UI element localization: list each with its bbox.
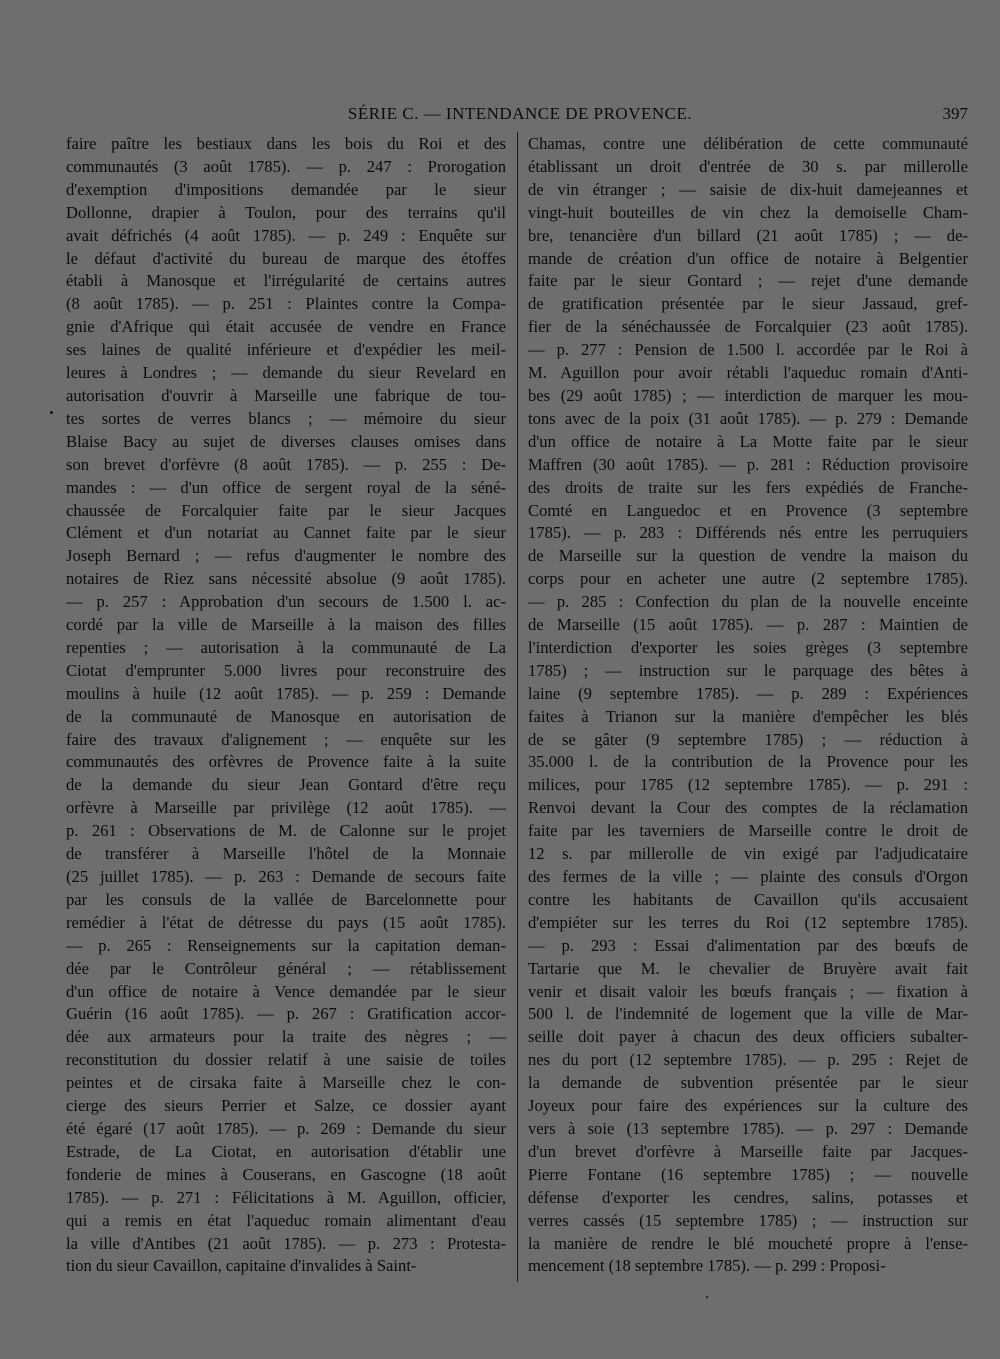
text-line: Ciotat d'emprunter 5.000 livres pour reconstruire des bbox=[66, 660, 506, 680]
text-line: repenties ; — autorisation à la communauté de La bbox=[66, 637, 506, 657]
text-line: Dollonne, drapier à Toulon, pour des terrains qu'il bbox=[66, 202, 506, 222]
text-line: orfèvre à Marseille par privilège (12 août 1785). — bbox=[66, 798, 506, 818]
text-line: nes du port (12 septembre 1785). — p. 295 : Rejet de bbox=[528, 1050, 968, 1070]
text-line: corps pour en acheter une autre (2 septembre 1785). bbox=[528, 569, 968, 589]
text-line: Blaise Bacy au sujet de diverses clauses omises dans bbox=[66, 431, 506, 451]
text-line: gnie d'Afrique qui était accusée de vendre en France bbox=[66, 317, 506, 337]
text-line: établissant un droit d'entrée de 30 s. par millerolle bbox=[528, 156, 968, 176]
text-line: — p. 265 : Renseignements sur la capitation deman- bbox=[66, 935, 506, 955]
text-line: fier de la sénéchaussée de Forcalquier (23 août 1785). bbox=[528, 317, 968, 337]
text-line: contre les habitants de Cavaillon qu'ils accusaient bbox=[528, 889, 968, 909]
text-line: (8 août 1785). — p. 251 : Plaintes contre la Compa- bbox=[66, 294, 506, 314]
text-line: tons avec de la poix (31 août 1785). — p. 279 : Demande bbox=[528, 408, 968, 428]
text-line: de vin étranger ; — saisie de dix-huit damejeannes et bbox=[528, 179, 968, 199]
text-line: établi à Manosque et l'irrégularité de certains autres bbox=[66, 271, 506, 291]
text-line: ses laines de qualité inférieure et d'expédier les meil- bbox=[66, 340, 506, 360]
text-line: de se gâter (9 septembre 1785) ; — réduction à bbox=[528, 729, 968, 749]
text-line: de transférer à Marseille l'hôtel de la Monnaie bbox=[66, 844, 506, 864]
text-line: été égaré (17 août 1785). — p. 269 : Demande du sieur bbox=[66, 1118, 506, 1138]
text-line: Tartarie que M. le chevalier de Bruyère avait fait bbox=[528, 958, 968, 978]
ink-speck bbox=[50, 411, 53, 414]
text-line: fonderie de mines à Couserans, en Gascogne (18 août bbox=[66, 1164, 506, 1184]
text-line: notaires de Riez sans nécessité absolue (9 août 1785). bbox=[66, 569, 506, 589]
text-line: bre, tenancière d'un billard (21 août 1785) ; — de- bbox=[528, 225, 968, 245]
text-line: de gratification présentée par le sieur Jassaud, gref- bbox=[528, 294, 968, 314]
text-line: reconstitution du dossier relatif à une saisie de toiles bbox=[66, 1050, 506, 1070]
text-line: M. Aguillon pour avoir rétabli l'aqueduc romain d'Anti- bbox=[528, 363, 968, 383]
text-line: mande de création d'un office de notaire à Belgentier bbox=[528, 248, 968, 268]
text-line: — p. 293 : Essai d'alimentation par des bœufs de bbox=[528, 935, 968, 955]
text-line: avait défrichés (4 août 1785). — p. 249 : Enquête sur bbox=[66, 225, 506, 245]
text-line: la manière de rendre le blé moucheté propre à l'ense- bbox=[528, 1233, 968, 1253]
text-line: cordé par la ville de Marseille à la maison des filles bbox=[66, 615, 506, 635]
text-line: mencement (18 septembre 1785). — p. 299 : Proposi- bbox=[528, 1256, 886, 1276]
text-line: d'exemption d'impositions demandée par le sieur bbox=[66, 179, 506, 199]
text-line: seille doit payer à chacun des deux officiers subalter- bbox=[528, 1027, 968, 1047]
text-line: tes sortes de verres blancs ; — mémoire du sieur bbox=[66, 408, 506, 428]
text-line: faire paître les bestiaux dans les bois du Roi et des bbox=[66, 134, 506, 153]
text-line: Chamas, contre une délibération de cette communauté bbox=[528, 134, 968, 153]
text-line: (25 juillet 1785). — p. 263 : Demande de secours faite bbox=[66, 867, 506, 886]
text-line: dée aux armateurs pour la traite des nègres ; — bbox=[66, 1027, 506, 1047]
text-line: verres cassés (15 septembre 1785) ; — instruction sur bbox=[528, 1210, 968, 1230]
text-line: milices, pour 1785 (12 septembre 1785). — p. 291 : bbox=[528, 775, 968, 795]
right-text-column bbox=[528, 133, 968, 1278]
text-line: d'empiéter sur les terres du Roi (12 septembre 1785). bbox=[528, 912, 968, 932]
text-line: 35.000 l. de la contribution de la Provence pour les bbox=[528, 752, 968, 772]
text-line: dée par le Contrôleur général ; — rétablissement bbox=[66, 958, 506, 978]
text-line: leures à Londres ; — demande du sieur Revelard en bbox=[66, 363, 506, 383]
column-divider bbox=[517, 132, 518, 1282]
text-line: défense d'exporter les cendres, salins, potasses et bbox=[528, 1187, 968, 1207]
text-line: chaussée de Forcalquier faite par le sieur Jacques bbox=[66, 500, 506, 520]
text-line: remédier à l'état de détresse du pays (15 août 1785). bbox=[66, 912, 506, 932]
text-line: autorisation d'ouvrir à Marseille une fabrique de tou- bbox=[66, 385, 506, 405]
text-line: 1785). — p. 283 : Différends nés entre les perruquiers bbox=[528, 523, 968, 543]
text-line: de Marseille sur la question de vendre la maison du bbox=[528, 546, 968, 566]
text-line: 12 s. par millerolle de vin exigé par l'adjudicataire bbox=[528, 844, 968, 864]
text-line: bes (29 août 1785) ; — interdiction de marquer les mou- bbox=[528, 385, 968, 405]
text-line: Joyeux pour faire des expériences sur la culture des bbox=[528, 1096, 968, 1116]
text-line: d'un office de notaire à Vence demandée par le sieur bbox=[66, 981, 506, 1001]
text-line: Joseph Bernard ; — refus d'augmenter le nombre des bbox=[66, 546, 506, 566]
text-line: vers à soie (13 septembre 1785). — p. 297 : Demande bbox=[528, 1118, 968, 1138]
text-line: 1785) ; — instruction sur le parquage des bêtes à bbox=[528, 660, 968, 680]
text-line: 500 l. de l'indemnité de logement que la ville de Mar- bbox=[528, 1004, 968, 1024]
text-line: communautés (3 août 1785). — p. 247 : Prorogation bbox=[66, 156, 506, 176]
text-line: faite par le sieur Gontard ; — rejet d'une demande bbox=[528, 271, 968, 291]
text-line: faites à Trianon sur la manière d'empêcher les blés bbox=[528, 706, 968, 726]
text-line: Guérin (16 août 1785). — p. 267 : Gratification accor- bbox=[66, 1004, 506, 1024]
text-line: 1785). — p. 271 : Félicitations à M. Aguillon, officier, bbox=[66, 1187, 506, 1207]
running-header-title: SÉRIE C. — INTENDANCE DE PROVENCE. bbox=[347, 104, 693, 123]
text-line: des droits de traite sur les fers expédiés de Franche- bbox=[528, 477, 968, 497]
text-line: d'un brevet d'orfèvre à Marseille faite par Jacques- bbox=[528, 1141, 968, 1161]
text-line: peintes et de cirsaka faite à Marseille chez le con- bbox=[66, 1073, 506, 1093]
text-line: Pierre Fontane (16 septembre 1785) ; — nouvelle bbox=[528, 1164, 968, 1184]
text-line: faire des travaux d'alignement ; — enquête sur les bbox=[66, 729, 506, 749]
text-line: vingt-huit bouteilles de vin chez la demoiselle Cham- bbox=[528, 202, 968, 222]
text-line: — p. 277 : Pension de 1.500 l. accordée par le Roi à bbox=[528, 340, 968, 360]
text-line: de la communauté de Manosque en autorisation de bbox=[66, 706, 506, 726]
text-line: Estrade, de La Ciotat, en autorisation d'établir une bbox=[66, 1141, 506, 1161]
text-line: la ville d'Antibes (21 août 1785). — p. 273 : Protesta- bbox=[66, 1233, 506, 1253]
text-line: mandes : — d'un office de sergent royal de la séné- bbox=[66, 477, 506, 497]
text-line: cierge des sieurs Perrier et Salze, ce dossier ayant bbox=[66, 1096, 506, 1116]
text-line: le défaut d'activité du bureau de marque des étoffes bbox=[66, 248, 506, 268]
text-line: faite par les taverniers de Marseille contre le droit de bbox=[528, 821, 968, 841]
text-line: la demande de subvention présentée par le sieur bbox=[528, 1073, 968, 1093]
text-line: communautés des orfèvres de Provence faite à la suite bbox=[66, 752, 506, 772]
text-line: — p. 285 : Confection du plan de la nouvelle enceinte bbox=[528, 592, 968, 612]
ink-speck bbox=[706, 1296, 708, 1298]
text-line: de Marseille (15 août 1785). — p. 287 : Maintien de bbox=[528, 615, 968, 635]
page-number: 397 bbox=[942, 104, 968, 123]
text-line: Clément et d'un notariat au Cannet faite par le sieur bbox=[66, 523, 506, 543]
text-line: — p. 257 : Approbation d'un secours de 1.500 l. ac- bbox=[66, 592, 506, 612]
text-line: moulins à huile (12 août 1785). — p. 259 : Demande bbox=[66, 683, 506, 703]
text-line: Renvoi devant la Cour des comptes de la réclamation bbox=[528, 798, 968, 818]
text-line: Maffren (30 août 1785). — p. 281 : Réduction provisoire bbox=[528, 454, 968, 474]
text-line: laine (9 septembre 1785). — p. 289 : Expériences bbox=[528, 683, 968, 703]
text-line: l'interdiction d'exporter les soies grèges (3 septembre bbox=[528, 637, 968, 657]
text-line: son brevet d'orfèvre (8 août 1785). — p. 255 : De- bbox=[66, 454, 506, 474]
text-line: Comté en Languedoc et en Provence (3 septembre bbox=[528, 500, 968, 520]
text-line: d'un office de notaire à La Motte faite par le sieur bbox=[528, 431, 968, 451]
text-line: de la demande du sieur Jean Gontard d'être reçu bbox=[66, 775, 506, 795]
left-text-column bbox=[66, 133, 506, 1278]
text-line: par les consuls de la vallée de Barcelonnette pour bbox=[66, 889, 506, 909]
text-line: p. 261 : Observations de M. de Calonne sur le projet bbox=[66, 821, 506, 841]
text-line: tion du sieur Cavaillon, capitaine d'invalides à Saint- bbox=[66, 1256, 417, 1276]
text-line: des fermes de la ville ; — plainte des consuls d'Orgon bbox=[528, 867, 968, 886]
text-line: qui a remis en état l'aqueduc romain alimentant d'eau bbox=[66, 1210, 506, 1230]
text-line: venir et disait valoir les bœufs français ; — fixation à bbox=[528, 981, 968, 1001]
